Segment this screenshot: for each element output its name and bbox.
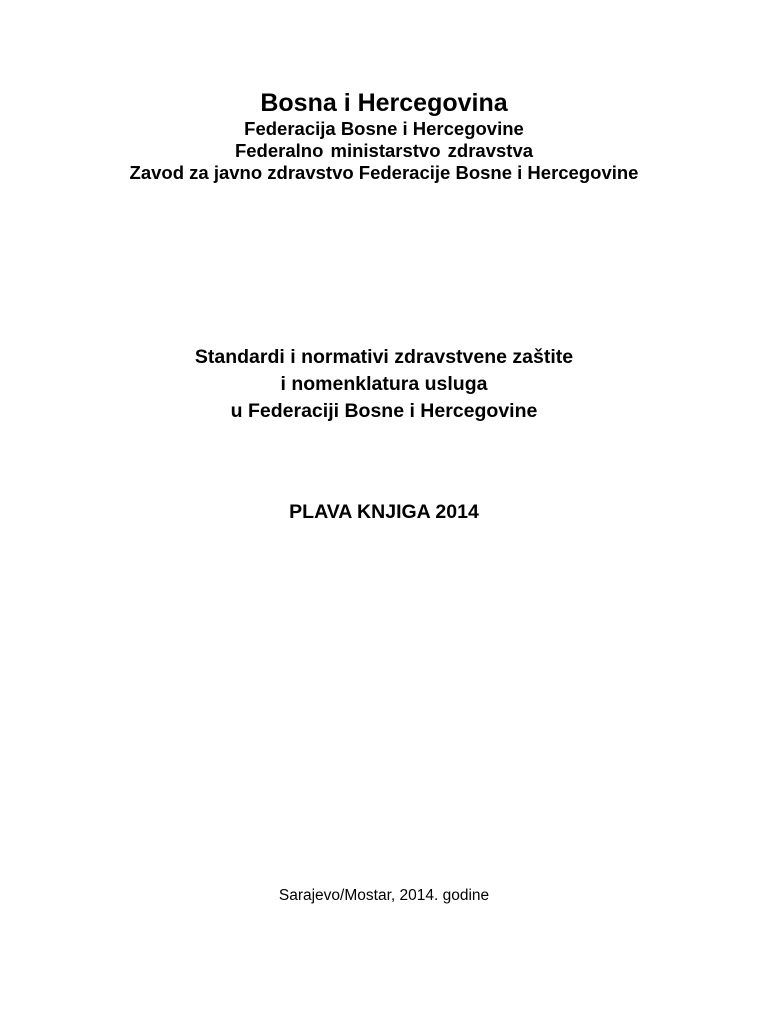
institute-heading: Zavod za javno zdravstvo Federacije Bosne i Hercegovine: [129, 162, 639, 183]
document-title-line-1: Standardi i normativi zdravstvene zaštite: [194, 346, 574, 368]
document-title-line-3: u Federaciji Bosne i Hercegovine: [230, 400, 538, 422]
ministry-heading: Federalno ministarstvo zdravstva: [234, 140, 534, 161]
document-title-line-2: i nomenklatura usluga: [280, 373, 488, 395]
book-name: PLAVA KNJIGA 2014: [289, 501, 479, 523]
country-heading: Bosna i Hercegovina: [260, 89, 508, 117]
place-and-date: Sarajevo/Mostar, 2014. godine: [278, 887, 490, 904]
entity-heading: Federacija Bosne i Hercegovine: [244, 118, 524, 139]
